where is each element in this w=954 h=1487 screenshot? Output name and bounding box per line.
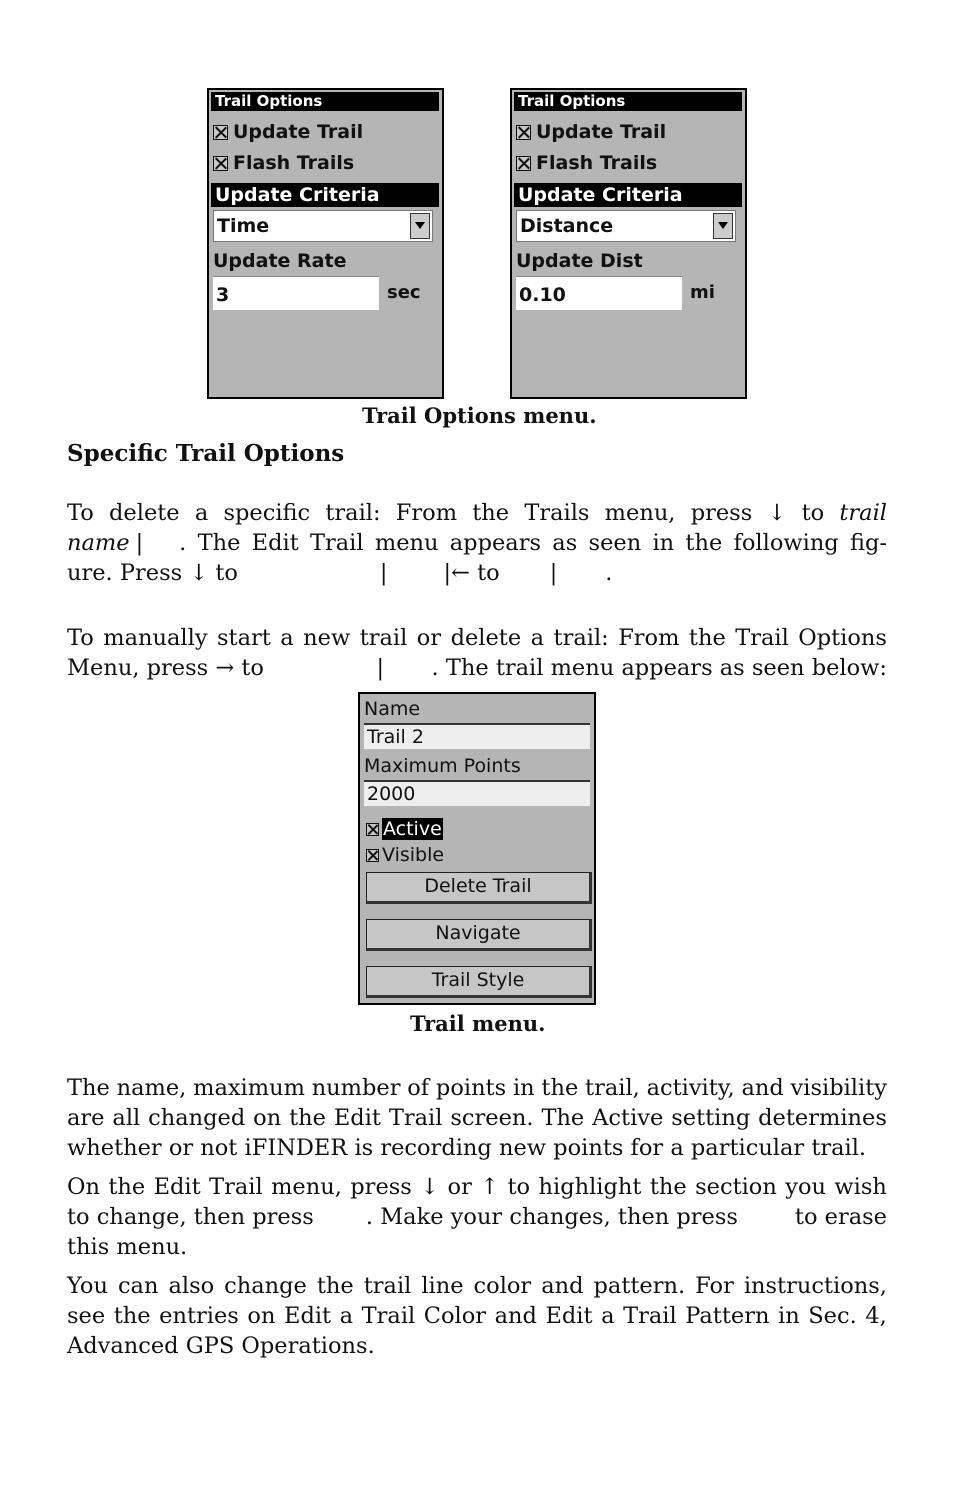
flash-trails-label: Flash Trails (536, 152, 658, 174)
trail-menu-screen (358, 692, 596, 1005)
text-run: . The Edit Trail menu appears as seen in the following fig- (179, 530, 887, 556)
word: Trail (735, 625, 789, 651)
word: points (435, 1075, 507, 1101)
word: Options (798, 625, 887, 651)
word: Pattern (685, 1303, 770, 1329)
text-run: . (605, 560, 613, 586)
word: trail (359, 625, 408, 651)
italic-term: name (67, 530, 130, 556)
update-trail-checkbox-row[interactable] (516, 120, 666, 144)
word: entries (159, 1303, 239, 1329)
paragraph-line (67, 653, 887, 683)
word: of (407, 1075, 430, 1101)
name-label: Name (364, 698, 421, 720)
word: To (67, 500, 94, 526)
word: Edit (333, 1105, 381, 1131)
word: in (778, 1303, 800, 1329)
criteria-value: Distance (520, 215, 614, 237)
word: the (289, 1105, 326, 1131)
word: all (112, 1105, 141, 1131)
unit-label: mi (690, 282, 715, 303)
word: a (339, 1303, 354, 1329)
word: activity, (646, 1075, 735, 1101)
word: the (688, 625, 726, 651)
word: Sec. (808, 1303, 857, 1329)
text-run: Menu, press → to (67, 655, 264, 681)
update-trail-checkbox-row[interactable] (213, 120, 363, 144)
word: section (695, 1174, 777, 1200)
paragraph-line (67, 1073, 887, 1103)
paragraph-delete-trail (67, 498, 887, 588)
word: Edit (153, 1174, 201, 1200)
separator: | (376, 655, 385, 681)
active-checkbox-row[interactable] (366, 818, 443, 840)
update-trail-label: Update Trail (233, 121, 364, 143)
update-trail-label: Update Trail (536, 121, 667, 143)
word: 4, (865, 1303, 887, 1329)
criteria-dropdown[interactable] (213, 210, 433, 242)
word: Edit (545, 1303, 593, 1329)
word: or (416, 625, 442, 651)
word: new (303, 625, 351, 651)
separator: | (549, 560, 558, 586)
update-criteria-header: Update Criteria (514, 183, 742, 207)
word: press (690, 500, 753, 526)
visible-checkbox-row[interactable] (366, 844, 444, 866)
paragraph-line (67, 528, 887, 558)
update-criteria-header: Update Criteria (211, 183, 439, 207)
word: Trail (388, 1105, 443, 1131)
word: From (395, 500, 458, 526)
visible-label: Visible (382, 844, 445, 866)
word: and (741, 1075, 784, 1101)
checked-box-icon[interactable] (516, 156, 531, 171)
word: the (541, 1075, 579, 1101)
word: You (67, 1273, 108, 1299)
criteria-value: Time (217, 215, 270, 237)
word: on (247, 1303, 276, 1329)
paragraph-new-trail (67, 623, 887, 683)
checked-box-icon[interactable] (213, 125, 228, 140)
paragraph-line: this menu. (67, 1234, 188, 1260)
dist-input[interactable]: 0.10 (516, 276, 682, 310)
paragraph-line (67, 1103, 887, 1133)
active-label: Active (383, 818, 442, 840)
paragraph-edit-trail-screen (67, 1073, 887, 1163)
word: start (217, 625, 271, 651)
text-run: . The trail menu appears as seen below: (431, 655, 887, 681)
word: Trails (524, 500, 590, 526)
paragraph-line (67, 623, 887, 653)
rate-input[interactable]: 3 (213, 276, 379, 310)
word: Active (592, 1105, 664, 1131)
word: trail (839, 500, 887, 526)
word: on (253, 1105, 282, 1131)
word: From (618, 625, 680, 651)
word: and (494, 1303, 537, 1329)
paragraph-line (67, 558, 887, 588)
flash-trails-label: Flash Trails (233, 152, 355, 174)
word: For (695, 1273, 734, 1299)
word: ↓ (420, 1174, 440, 1200)
word: a (601, 1303, 615, 1329)
word: changed (148, 1105, 246, 1131)
word: line (421, 1273, 464, 1299)
word: number (311, 1075, 401, 1101)
max-points-input[interactable]: 2000 (364, 780, 590, 806)
word: visibility (790, 1075, 887, 1101)
word: determines (758, 1105, 887, 1131)
word: trail (363, 1273, 412, 1299)
word: The (541, 1105, 585, 1131)
word: and (541, 1273, 584, 1299)
word: press (350, 1174, 412, 1200)
word: delete (450, 625, 522, 651)
paragraph-line (67, 498, 887, 528)
word: to (801, 500, 825, 526)
word: Trail (209, 1174, 263, 1200)
word: To (67, 625, 94, 651)
word: color (473, 1273, 532, 1299)
word: the (108, 1174, 146, 1200)
word: see (67, 1303, 106, 1329)
flash-trails-checkbox-row[interactable] (213, 151, 354, 175)
text-run: to change, then press (67, 1204, 314, 1230)
word: On (67, 1174, 100, 1200)
word: specific (223, 500, 311, 526)
trail-style-button[interactable]: Trail Style (366, 966, 592, 998)
word: pattern. (593, 1273, 686, 1299)
word: can (117, 1273, 159, 1299)
dropdown-arrow-icon[interactable] (713, 213, 733, 239)
flash-trails-checkbox-row[interactable] (516, 151, 657, 175)
word: you (785, 1174, 827, 1200)
word: Edit (284, 1303, 332, 1329)
rate-label: Update Rate (213, 250, 347, 272)
checked-box-icon[interactable] (213, 156, 228, 171)
navigate-button[interactable]: Navigate (366, 919, 592, 951)
word: the (113, 1303, 151, 1329)
word: setting (671, 1105, 751, 1131)
word: highlight (538, 1174, 642, 1200)
figure-caption-trail-menu: Trail menu. (410, 1011, 546, 1036)
screen-title: Trail Options (211, 92, 439, 111)
unit-label: sec (387, 282, 421, 303)
word: Trail (361, 1303, 416, 1329)
name-input[interactable]: Trail 2 (364, 723, 590, 749)
screen-title: Trail Options (514, 92, 742, 111)
paragraph-line (67, 1202, 887, 1232)
word: also (168, 1273, 215, 1299)
word: the (649, 1174, 687, 1200)
criteria-dropdown[interactable] (516, 210, 736, 242)
word: a (194, 500, 209, 526)
trail-options-screen-distance (510, 88, 747, 399)
word: menu, (271, 1174, 342, 1200)
max-points-label: Maximum Points (364, 755, 521, 777)
section-heading: Specific Trail Options (67, 440, 345, 467)
paragraph-line (67, 1172, 887, 1202)
paragraph-line (67, 1271, 887, 1301)
word: trail: (553, 625, 609, 651)
paragraph-edit-instructions (67, 1172, 887, 1262)
checked-box-icon[interactable] (366, 823, 379, 836)
word: ↓ (767, 500, 787, 526)
delete-trail-button[interactable]: Delete Trail (366, 872, 592, 904)
separator: | (135, 530, 144, 556)
paragraph-color-pattern (67, 1271, 887, 1361)
checked-box-icon[interactable] (366, 849, 379, 862)
word: screen. (450, 1105, 534, 1131)
text-run: ure. Press ↓ to (67, 560, 238, 586)
word: name, (116, 1075, 187, 1101)
text-run: |← to (443, 560, 500, 586)
text-run: to erase (794, 1204, 887, 1230)
word: delete (109, 500, 180, 526)
text-run: . Make your changes, then press (365, 1204, 738, 1230)
word: instructions, (743, 1273, 887, 1299)
paragraph-line (67, 1301, 887, 1331)
word: or (447, 1174, 472, 1200)
word: ↑ (480, 1174, 500, 1200)
word: to (507, 1174, 531, 1200)
word: manually (103, 625, 208, 651)
figure-caption-trail-options: Trail Options menu. (362, 403, 597, 428)
word: wish (834, 1174, 887, 1200)
word: maximum (193, 1075, 305, 1101)
word: in (512, 1075, 535, 1101)
word: change (224, 1273, 307, 1299)
dist-label: Update Dist (516, 250, 643, 272)
paragraph-line: Advanced GPS Operations. (67, 1333, 375, 1359)
dropdown-arrow-icon[interactable] (410, 213, 430, 239)
trail-options-screen-time (207, 88, 444, 399)
word: are (67, 1105, 105, 1131)
word: Trail (623, 1303, 677, 1329)
word: menu, (604, 500, 676, 526)
word: a (530, 625, 545, 651)
word: trail: (325, 500, 381, 526)
word: Color (423, 1303, 487, 1329)
word: the (316, 1273, 354, 1299)
word: the (472, 500, 510, 526)
word: a (280, 625, 294, 651)
paragraph-line: whether or not iFINDER is recording new points for a particular trail. (67, 1135, 867, 1161)
word: The (67, 1075, 110, 1101)
separator: | (379, 560, 388, 586)
checked-box-icon[interactable] (516, 125, 531, 140)
word: trail, (585, 1075, 640, 1101)
